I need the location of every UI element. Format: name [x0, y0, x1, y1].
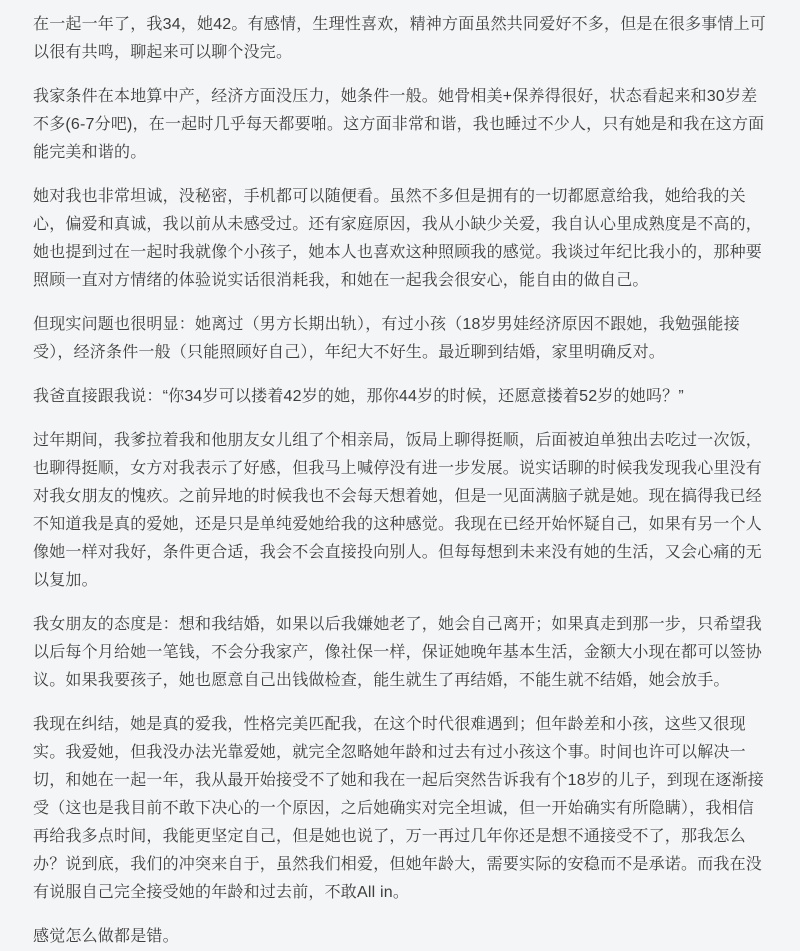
paragraph-dilemma: 我现在纠结，她是真的爱我，性格完美匹配我，在这个时代很难遇到；但年龄差和小孩，这些又很现实。我爱她，但我没办法光靠爱她，就完全忽略她年龄和过去有过小孩这个事。时间也许可以解决一切，和她在一起一年，我从最开始接受不了她和我在一起后突然告诉我有个18岁的儿子，到现在逐渐接受（这也是我目前不敢下决心的一个原因，之后她确实对完全坦诚，但一开始确实有所隐瞒），我相信再给我多点时间，我能更坚定自己，但是她也说了，万一再过几年你还是想不通接受不了，那我怎么办？说到底，我们的冲突来自于，虽然我们相爱，但她年龄大，需要实际的安稳而不是承诺。而我在没有说服自己完全接受她的年龄和过去前，不敢All in。 [33, 716, 764, 901]
paragraph-conditions: 我家条件在本地算中产，经济方面没压力，她条件一般。她骨相美+保养得很好，状态看起来和30岁差不多(6-7分吧)，在一起时几乎每天都要啪。这方面非常和谐，我也睡过不少人，只有她是和我在这方面能完美和谐的。 [33, 88, 765, 161]
paragraph-blind-date: 过年期间，我爹拉着我和他朋友女儿组了个相亲局，饭局上聊得挺顺，后面被迫单独出去吃过一次饭，也聊得挺顺，女方对我表示了好感，但我马上喊停没有进一步发展。说实话聊的时候我发现我心里没有对我女朋友的愧疚。之前异地的时候我也不会每天想着她，但是一见面满脑子就是她。现在搞得我已经不知道我是真的爱她，还是只是单纯爱她给我的这种感觉。我现在已经开始怀疑自己，如果有另一个人像她一样对我好，条件更合适，我会不会直接投向别人。但每每想到未来没有她的生活，又会心痛的无以复加。 [33, 432, 763, 589]
paragraph-intro: 在一起一年了，我34，她42。有感情，生理性喜欢，精神方面虽然共同爱好不多，但是在很多事情上可以很有共鸣，聊起来可以聊个没完。 [33, 16, 766, 61]
paragraph-reality-issues: 但现实问题也很明显：她离过（男方长期出轨），有过小孩（18岁男娃经济原因不跟她，我勉强能接受），经济条件一般（只能照顾好自己），年纪大不好生。最近聊到结婚，家里明确反对。 [33, 316, 740, 361]
paragraph-girlfriend-attitude: 我女朋友的态度是：想和我结婚，如果以后我嫌她老了，她会自己离开；如果真走到那一步，只希望我以后每个月给她一笔钱，不会分我家产，像社保一样，保证她晚年基本生活，金额大小现在都可以签协议。如果我要孩子，她也愿意自己出钱做检查，能生就生了再结婚，不能生就不结婚，她会放手。 [33, 616, 763, 689]
paragraph-conclusion: 感觉怎么做都是错。 [33, 928, 179, 945]
paragraph-father-quote: 我爸直接跟我说：“你34岁可以搂着42岁的她，那你44岁的时候，还愿意搂着52岁的她吗？” [33, 388, 684, 405]
paragraph-honesty: 她对我也非常坦诚，没秘密，手机都可以随便看。虽然不多但是拥有的一切都愿意给我，她给我的关心，偏爱和真诚，我以前从未感受过。还有家庭原因，我从小缺少关爱，我自认心里成熟度是不高的，她也提到过在一起时我就像个小孩子，她本人也喜欢这种照顾我的感觉。我谈过年纪比我小的，那种要照顾一直对方情绪的体验说实话很消耗我，和她在一起我会很安心，能自由的做自己。 [33, 188, 763, 289]
